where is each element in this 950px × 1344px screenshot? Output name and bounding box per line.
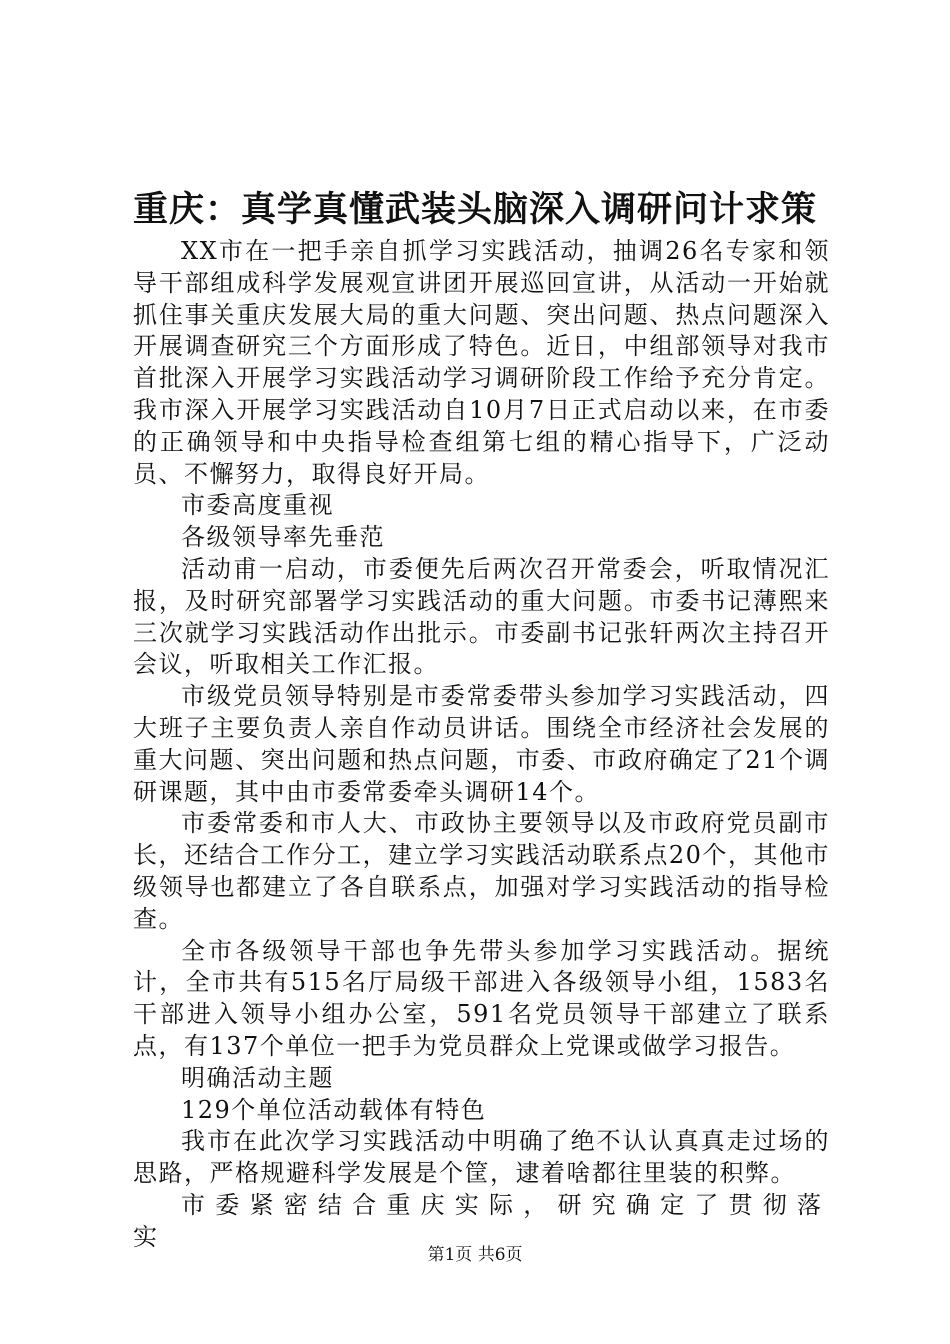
paragraph-continued: 市委紧密结合重庆实际，研究确定了贯彻落实 [133,1190,830,1251]
paragraph-intro: XX市在一把手亲自抓学习实践活动，抽调26名专家和领导干部组成科学发展观宣讲团开展巡回宣讲，从活动一开始就抓住事关重庆发展大局的重大问题、突出问题、热点问题深入开展调查研究三个方面形成了特色。近日，中组部领导对我市首批深入开展学习实践活动学习调研阶段工作给予充分肯定。我市深入开展学习实践活动自10月7日正式启动以来，在市委的正确领导和中央指导检查组第七组的精心指导下，广泛动员、不懈努力，取得良好开局。 [133,237,830,488]
section-heading: 明确活动主题 [181,1063,334,1092]
paragraph: 市委常委和市人大、市政协主要领导以及市政府党员副市长，还结合工作分工，建立学习实践活动联系点20个，其他市级领导也都建立了各自联系点，加强对学习实践活动的指导检查。 [133,809,830,933]
section-heading: 市委高度重视 [181,491,334,520]
document-body [133,236,830,1254]
paragraph: 市级党员领导特别是市委常委带头参加学习实践活动，四大班子主要负责人亲自作动员讲话。围绕全市经济社会发展的重大问题、突出问题和热点问题，市委、市政府确定了21个调研课题，其中由市委常委牵头调研14个。 [133,682,830,806]
section-heading: 129个单位活动载体有特色 [181,1095,487,1124]
paragraph: 我市在此次学习实践活动中明确了绝不认认真真走过场的思路，严格规避科学发展是个筐，逮着啥都往里装的积弊。 [133,1127,830,1188]
page-footer: 第1页 共6页 [427,1245,523,1265]
document-title: 重庆：真学真懂武装头脑深入调研问计求策 [132,189,817,230]
section-heading: 各级领导率先垂范 [181,523,385,552]
paragraph: 全市各级领导干部也争先带头参加学习实践活动。据统计，全市共有515名厅局级干部进入各级领导小组，1583名干部进入领导小组办公室，591名党员领导干部建立了联系点，有137个单位一把手为党员群众上党课或做学习报告。 [133,936,830,1060]
paragraph: 活动甫一启动，市委便先后两次召开常委会，听取情况汇报，及时研究部署学习实践活动的重大问题。市委书记薄熙来三次就学习实践活动作出批示。市委副书记张轩两次主持召开会议，听取相关工作汇报。 [133,554,830,679]
